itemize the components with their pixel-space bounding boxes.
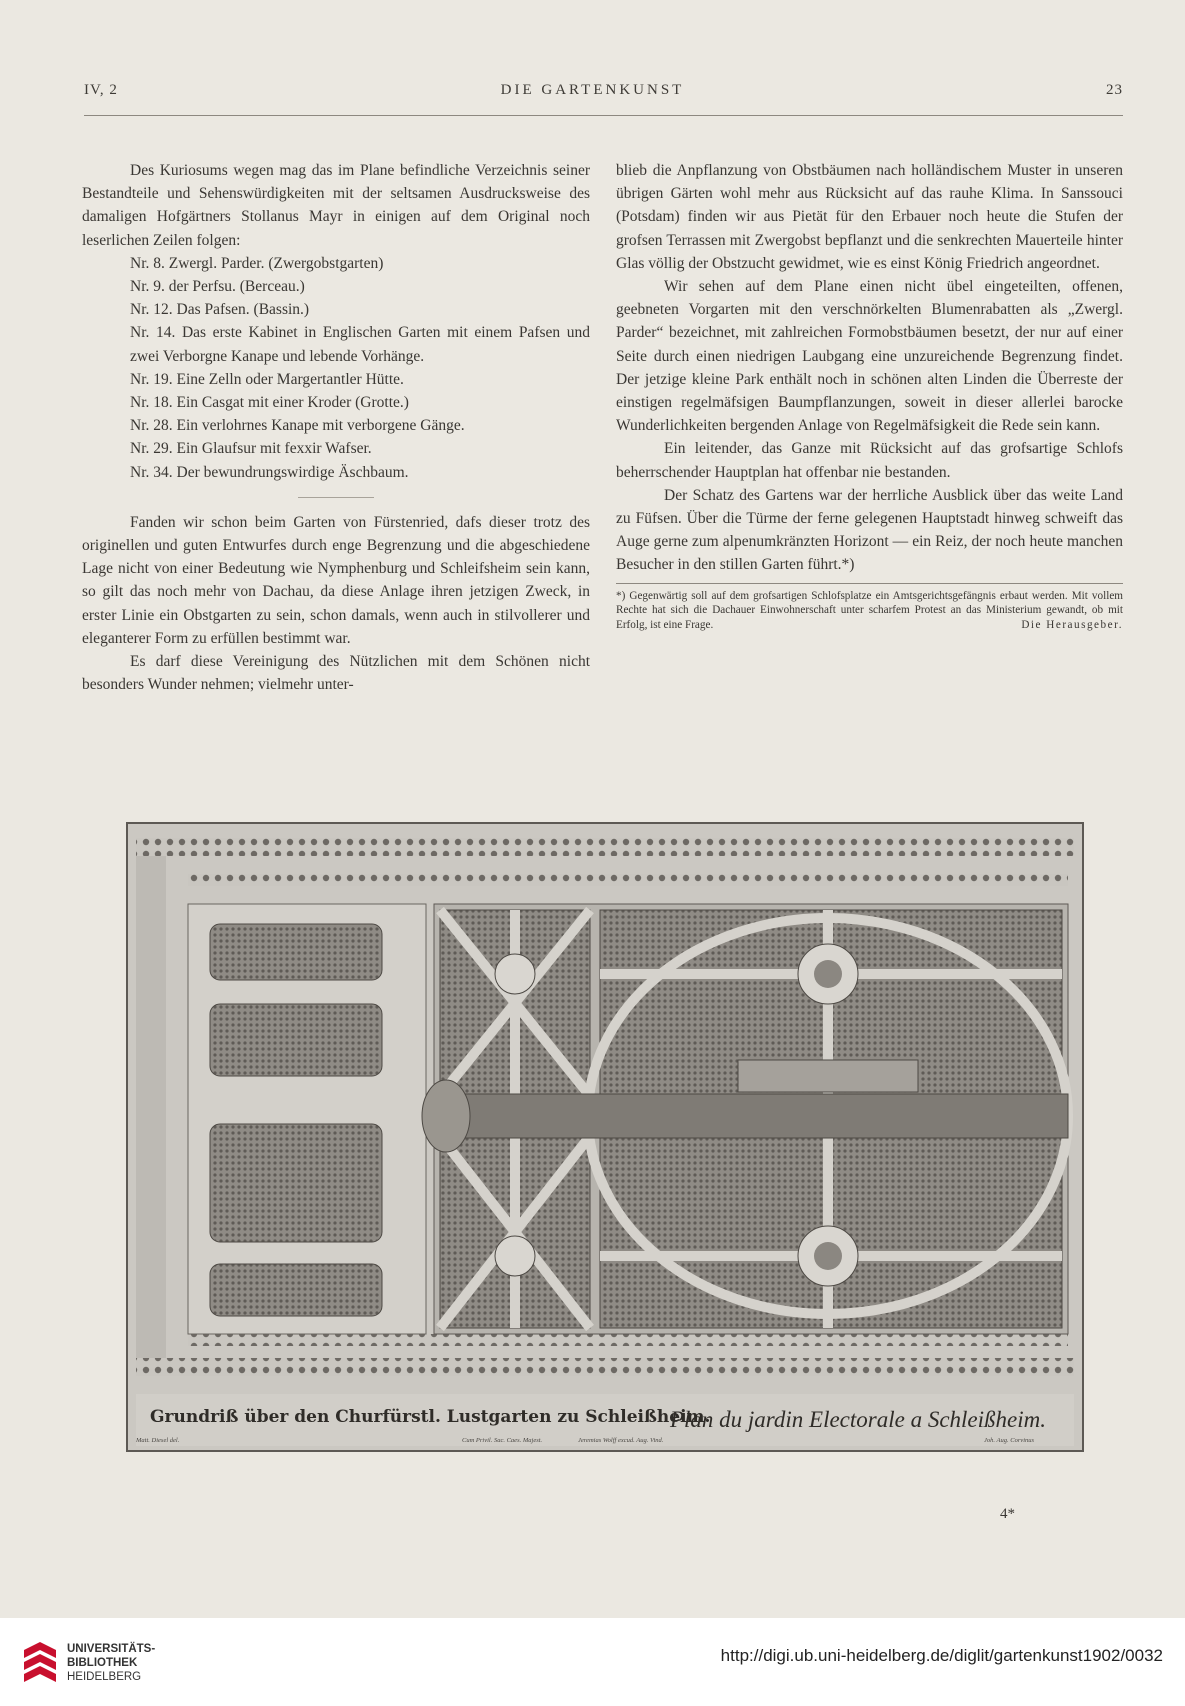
list-item: Nr. 34. Der bewundrungswirdige Äschbaum. (130, 463, 409, 481)
library-name-line: HEIDELBERG (67, 1671, 142, 1683)
plate-credit: Joh. Aug. Corvinus (984, 1437, 1035, 1444)
plate-credit: Matt. Diesel del. (136, 1437, 180, 1444)
list-item: Nr. 18. Ein Casgat mit einer Kroder (Grotte.) (130, 394, 409, 412)
garden-plan-drawing (128, 824, 1082, 1450)
paragraph: Des Kuriosums wegen mag das im Plane befindliche Verzeichnis seiner Bestandteile und Sehenswürdigkeiten mit der seltsamen Ausdrucksweise des damaligen Hofgärtners Stollanus Mayr in einigen auf dem Original noch leserlichen Zeilen folgen: (82, 162, 590, 249)
list-item: Nr. 29. Ein Glaufsur mit fexxir Wafser. (130, 440, 372, 458)
list-item: Nr. 14. Das erste Kabinet in Englischen Garten mit einem Pafsen und zwei Verborgne Kanape und lebende Vorhänge. (130, 324, 590, 365)
footnote-text: *) Gegenwärtig soll auf dem grofsartigen Schlofsplatze ein Amtsgerichtsgefängnis erbaut werden. Mit vollem Rechte hat sich die Dachauer Einwohnerschaft unter scharfem Protest an das Ministerium gewandt, ob mit Erfolg, ist eine Frage. (616, 589, 1123, 631)
paragraph: blieb die Anpflanzung von Obstbäumen nach holländischem Muster in unseren übrigen Gärten wohl mehr aus Rücksicht auf das rauhe Klima. In Sanssouci (Potsdam) finden wir aus Pietät für den Erbauer noch heute die Stufen der grofsen Terrassen mit Zwergobst bepflanzt und die senkrechten Mauerteile hinter Glas völlig der Obstzucht gewidmet, wie es einst König Friedrich angeordnet. (616, 162, 1123, 272)
footnote (616, 583, 1123, 633)
left-column (82, 159, 590, 696)
list-item: Nr. 12. Das Pafsen. (Bassin.) (130, 301, 310, 319)
paragraph: Ein leitender, das Ganze mit Rücksicht auf das grofsartige Schlofs beherrschender Hauptplan hat offenbar nie bestanden. (616, 440, 1123, 481)
plate-credit: Jeremias Wolff excud. Aug. Vind. (578, 1437, 664, 1444)
paragraph: Wir sehen auf dem Plane einen nicht übel eingeteilten, offenen, geebneten Vorgarten mit den verschnörkelten Blumenrabatten als „Zwergl. Parder“ bezeichnet, mit zahlreichen Formobstbäumen besetzt, der nur auf einer Seite durch einen niedrigen Laubgang eine unzureichende Begrenzung findet. Der jetzige kleine Park enthält noch in schönen alten Linden die Überreste der einstigen regelmäfsigen Baumpflanzungen, soweit in dieser allerlei barocke Wunderlichkeiten bergenden Anlage von Regelmäfsigkeit die Rede sein kann. (616, 278, 1123, 435)
library-name (67, 1642, 155, 1684)
library-name-line: BIBLIOTHEK (67, 1657, 138, 1669)
library-name-line: UNIVERSITÄTS- (67, 1643, 156, 1655)
volume-number: IV, 2 (84, 82, 118, 98)
footnote-signature: Die Herausgeber. (1021, 618, 1123, 631)
running-title: DIE GARTENKUNST (500, 82, 685, 98)
list-item: Nr. 28. Ein verlohrnes Kanape mit verborgene Gänge. (130, 417, 465, 435)
paragraph: Der Schatz des Gartens war der herrliche Ausblick über das weite Land zu Füfsen. Über die Türme der ferne gelegenen Hauptstadt hinweg schweift das Auge gerne zum alpenumkränzten Horizont — ein Reiz, der noch heute manchen Besucher in den stillen Garten führt.*) (616, 486, 1123, 574)
right-column (616, 159, 1123, 632)
paragraph: Es darf diese Vereinigung des Nützlichen mit dem Schönen nicht besonders Wunder nehmen; vielmehr unter- (82, 653, 590, 694)
garden-plan-engraving (126, 822, 1084, 1452)
digitization-footer (0, 1618, 1185, 1706)
library-logo-icon (20, 1640, 60, 1684)
header-rule (84, 115, 1123, 116)
signature-mark: 4* (1000, 1506, 1015, 1522)
list-item: Nr. 9. der Perfsu. (Berceau.) (130, 278, 305, 296)
paragraph: Fanden wir schon beim Garten von Fürstenried, dafs dieser trotz des originellen und guten Entwurfes durch enge Begrenzung und die abgeschiedene Lage nicht von einer Bedeutung wie Nymphenburg und Schleifsheim sein kann, so gilt das noch mehr von Dachau, da diese Anlage ihren jetzigen Zweck, in erster Linie ein Obstgarten zu sein, schon damals, wenn auch in stilvollerer und eleganterer Form zu erfüllen bestimmt war. (82, 513, 590, 647)
page-number: 23 (1106, 82, 1123, 98)
plate-caption-french: Plan du jardin Electorale a Schleißheim. (669, 1407, 1046, 1432)
source-url-link[interactable]: http://digi.ub.uni-heidelberg.de/diglit/gartenkunst1902/0032 (720, 1646, 1163, 1665)
plate-caption-german: Grundriß über den Churfürstl. Lustgarten zu Schleißheim. (150, 1407, 711, 1427)
list-item: Nr. 19. Eine Zelln oder Margertantler Hütte. (130, 370, 404, 388)
section-divider (298, 497, 374, 498)
list-item: Nr. 8. Zwergl. Parder. (Zwergobstgarten) (130, 254, 384, 272)
plate-credit: Cum Privil. Sac. Caes. Majest. (462, 1437, 543, 1444)
